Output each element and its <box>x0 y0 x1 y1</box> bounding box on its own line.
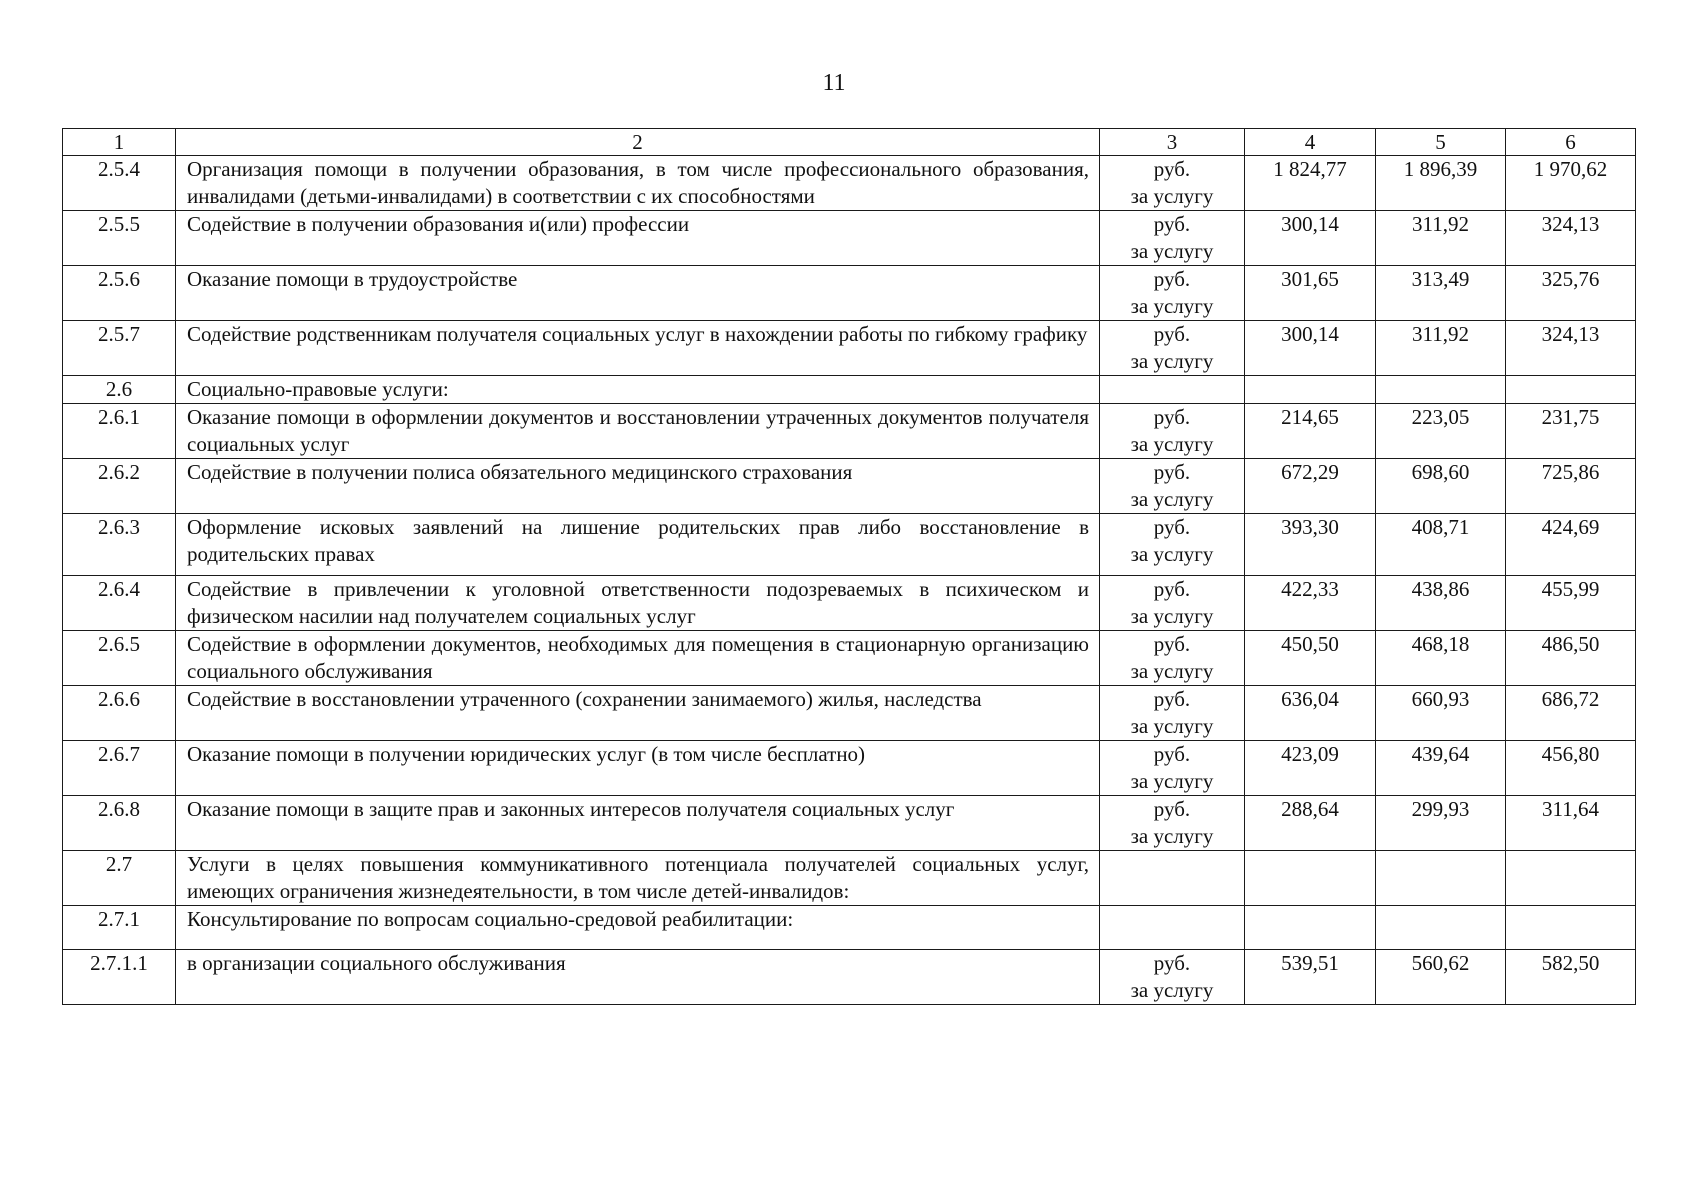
table-row <box>63 576 1636 631</box>
row-value-col6 <box>1506 906 1636 950</box>
row-description: Организация помощи в получении образования, в том числе профессионального образования, инвалидами (детьми-инвалидами) в соответствии с их способностями <box>176 156 1100 211</box>
row-description: Оказание помощи в получении юридических услуг (в том числе бесплатно) <box>176 741 1100 796</box>
row-value-col4 <box>1245 376 1376 404</box>
row-unit <box>1100 514 1245 576</box>
row-value-col6 <box>1506 376 1636 404</box>
row-value-col6: 231,75 <box>1506 404 1636 459</box>
row-unit-line2: за услугу <box>1130 659 1214 683</box>
column-header-3: 3 <box>1100 129 1245 156</box>
tariff-table <box>62 128 1636 1005</box>
row-code: 2.6.1 <box>63 404 176 459</box>
row-unit-line2: за услугу <box>1130 487 1214 511</box>
row-unit-line1: руб. <box>1153 515 1191 539</box>
row-unit-line1: руб. <box>1153 577 1191 601</box>
row-code: 2.6.7 <box>63 741 176 796</box>
table-row <box>63 459 1636 514</box>
row-value-col6: 1 970,62 <box>1506 156 1636 211</box>
row-unit-line1: руб. <box>1153 405 1191 429</box>
row-value-col4: 301,65 <box>1245 266 1376 321</box>
row-description: Услуги в целях повышения коммуникативного потенциала получателей социальных услуг, имеющих ограничения жизнедеятельности, в том числе детей-инвалидов: <box>176 851 1100 906</box>
row-value-col6: 324,13 <box>1506 321 1636 376</box>
row-unit-line1: руб. <box>1153 460 1191 484</box>
row-value-col6: 486,50 <box>1506 631 1636 686</box>
row-code: 2.5.5 <box>63 211 176 266</box>
row-unit <box>1100 576 1245 631</box>
row-value-col5 <box>1376 851 1506 906</box>
row-unit-line1: руб. <box>1153 687 1191 711</box>
row-description: Содействие в привлечении к уголовной ответственности подозреваемых в психическом и физическом насилии над получателем социальных услуг <box>176 576 1100 631</box>
column-header-5: 5 <box>1376 129 1506 156</box>
row-code: 2.5.6 <box>63 266 176 321</box>
row-value-col4: 300,14 <box>1245 321 1376 376</box>
row-code: 2.5.4 <box>63 156 176 211</box>
row-unit <box>1100 796 1245 851</box>
row-value-col6: 324,13 <box>1506 211 1636 266</box>
row-value-col4: 300,14 <box>1245 211 1376 266</box>
row-unit-line1: руб. <box>1153 157 1191 181</box>
column-header-1: 1 <box>63 129 176 156</box>
row-unit <box>1100 211 1245 266</box>
row-code: 2.7.1 <box>63 906 176 950</box>
table-row <box>63 321 1636 376</box>
row-unit <box>1100 950 1245 1005</box>
row-value-col5: 1 896,39 <box>1376 156 1506 211</box>
row-value-col4 <box>1245 906 1376 950</box>
row-unit-line2: за услугу <box>1130 542 1214 566</box>
row-unit <box>1100 851 1245 906</box>
table-row <box>63 796 1636 851</box>
row-unit <box>1100 631 1245 686</box>
row-unit <box>1100 156 1245 211</box>
row-value-col4: 288,64 <box>1245 796 1376 851</box>
row-value-col6: 325,76 <box>1506 266 1636 321</box>
row-unit <box>1100 266 1245 321</box>
row-unit-line1: руб. <box>1153 212 1191 236</box>
row-unit <box>1100 686 1245 741</box>
table-row <box>63 156 1636 211</box>
row-unit-line2: за услугу <box>1130 824 1214 848</box>
row-description: Оказание помощи в оформлении документов и восстановлении утраченных документов получателя социальных услуг <box>176 404 1100 459</box>
row-unit-line2: за услугу <box>1130 349 1214 373</box>
table-row <box>63 950 1636 1005</box>
row-description: Содействие в восстановлении утраченного (сохранении занимаемого) жилья, наследства <box>176 686 1100 741</box>
row-description: Оформление исковых заявлений на лишение родительских прав либо восстановление в родительских правах <box>176 514 1100 576</box>
row-value-col4: 636,04 <box>1245 686 1376 741</box>
row-unit-line2: за услугу <box>1130 239 1214 263</box>
row-code: 2.6.8 <box>63 796 176 851</box>
row-unit-line1: руб. <box>1153 267 1191 291</box>
row-code: 2.7 <box>63 851 176 906</box>
row-value-col4: 539,51 <box>1245 950 1376 1005</box>
row-value-col5: 468,18 <box>1376 631 1506 686</box>
row-description: Содействие в оформлении документов, необходимых для помещения в стационарную организацию социального обслуживания <box>176 631 1100 686</box>
row-value-col5 <box>1376 906 1506 950</box>
column-header-4: 4 <box>1245 129 1376 156</box>
row-value-col5: 439,64 <box>1376 741 1506 796</box>
row-description: Оказание помощи в трудоустройстве <box>176 266 1100 321</box>
row-description: Оказание помощи в защите прав и законных интересов получателя социальных услуг <box>176 796 1100 851</box>
row-code: 2.6.6 <box>63 686 176 741</box>
row-value-col4 <box>1245 851 1376 906</box>
row-value-col5: 438,86 <box>1376 576 1506 631</box>
row-description: Содействие родственникам получателя социальных услуг в нахождении работы по гибкому графику <box>176 321 1100 376</box>
row-unit-line1: руб. <box>1153 632 1191 656</box>
row-value-col4: 422,33 <box>1245 576 1376 631</box>
row-description: Содействие в получении образования и(или) профессии <box>176 211 1100 266</box>
row-unit-line2: за услугу <box>1130 604 1214 628</box>
table-row <box>63 514 1636 576</box>
table-row <box>63 741 1636 796</box>
table-row <box>63 906 1636 950</box>
row-value-col5: 223,05 <box>1376 404 1506 459</box>
row-value-col5: 313,49 <box>1376 266 1506 321</box>
row-code: 2.6.4 <box>63 576 176 631</box>
row-value-col5: 660,93 <box>1376 686 1506 741</box>
row-description: Социально-правовые услуги: <box>176 376 1100 404</box>
row-unit <box>1100 321 1245 376</box>
row-value-col6: 725,86 <box>1506 459 1636 514</box>
row-value-col5 <box>1376 376 1506 404</box>
row-value-col5: 698,60 <box>1376 459 1506 514</box>
row-code: 2.6.3 <box>63 514 176 576</box>
row-unit <box>1100 741 1245 796</box>
table-row <box>63 851 1636 906</box>
column-header-6: 6 <box>1506 129 1636 156</box>
row-value-col6: 582,50 <box>1506 950 1636 1005</box>
column-header-2: 2 <box>176 129 1100 156</box>
table-row <box>63 404 1636 459</box>
row-code: 2.6.5 <box>63 631 176 686</box>
row-code: 2.5.7 <box>63 321 176 376</box>
row-value-col5: 311,92 <box>1376 321 1506 376</box>
row-unit-line1: руб. <box>1153 322 1191 346</box>
table-header-row <box>63 129 1636 156</box>
row-unit-line1: руб. <box>1153 797 1191 821</box>
row-code: 2.6.2 <box>63 459 176 514</box>
row-unit-line2: за услугу <box>1130 184 1214 208</box>
row-code: 2.6 <box>63 376 176 404</box>
table-row <box>63 211 1636 266</box>
row-description: в организации социального обслуживания <box>176 950 1100 1005</box>
row-unit-line2: за услугу <box>1130 714 1214 738</box>
row-value-col4: 214,65 <box>1245 404 1376 459</box>
row-unit <box>1100 376 1245 404</box>
row-description: Содействие в получении полиса обязательного медицинского страхования <box>176 459 1100 514</box>
row-unit <box>1100 404 1245 459</box>
row-unit-line2: за услугу <box>1130 769 1214 793</box>
row-unit-line1: руб. <box>1153 742 1191 766</box>
row-code: 2.7.1.1 <box>63 950 176 1005</box>
row-value-col6 <box>1506 851 1636 906</box>
row-unit <box>1100 906 1245 950</box>
row-description: Консультирование по вопросам социально-средовой реабилитации: <box>176 906 1100 950</box>
row-value-col6: 311,64 <box>1506 796 1636 851</box>
row-unit-line2: за услугу <box>1130 432 1214 456</box>
table-row <box>63 266 1636 321</box>
row-value-col6: 686,72 <box>1506 686 1636 741</box>
row-value-col6: 455,99 <box>1506 576 1636 631</box>
row-value-col4: 1 824,77 <box>1245 156 1376 211</box>
table-row <box>63 631 1636 686</box>
page-number: 11 <box>822 70 846 96</box>
table-row <box>63 686 1636 741</box>
row-value-col4: 423,09 <box>1245 741 1376 796</box>
row-value-col5: 299,93 <box>1376 796 1506 851</box>
row-unit-line1: руб. <box>1153 951 1191 975</box>
row-value-col6: 424,69 <box>1506 514 1636 576</box>
row-value-col4: 672,29 <box>1245 459 1376 514</box>
row-value-col5: 408,71 <box>1376 514 1506 576</box>
row-unit-line2: за услугу <box>1130 294 1214 318</box>
row-unit-line2: за услугу <box>1130 978 1214 1002</box>
row-value-col4: 393,30 <box>1245 514 1376 576</box>
table-row <box>63 376 1636 404</box>
row-value-col5: 560,62 <box>1376 950 1506 1005</box>
row-unit <box>1100 459 1245 514</box>
row-value-col6: 456,80 <box>1506 741 1636 796</box>
row-value-col4: 450,50 <box>1245 631 1376 686</box>
row-value-col5: 311,92 <box>1376 211 1506 266</box>
